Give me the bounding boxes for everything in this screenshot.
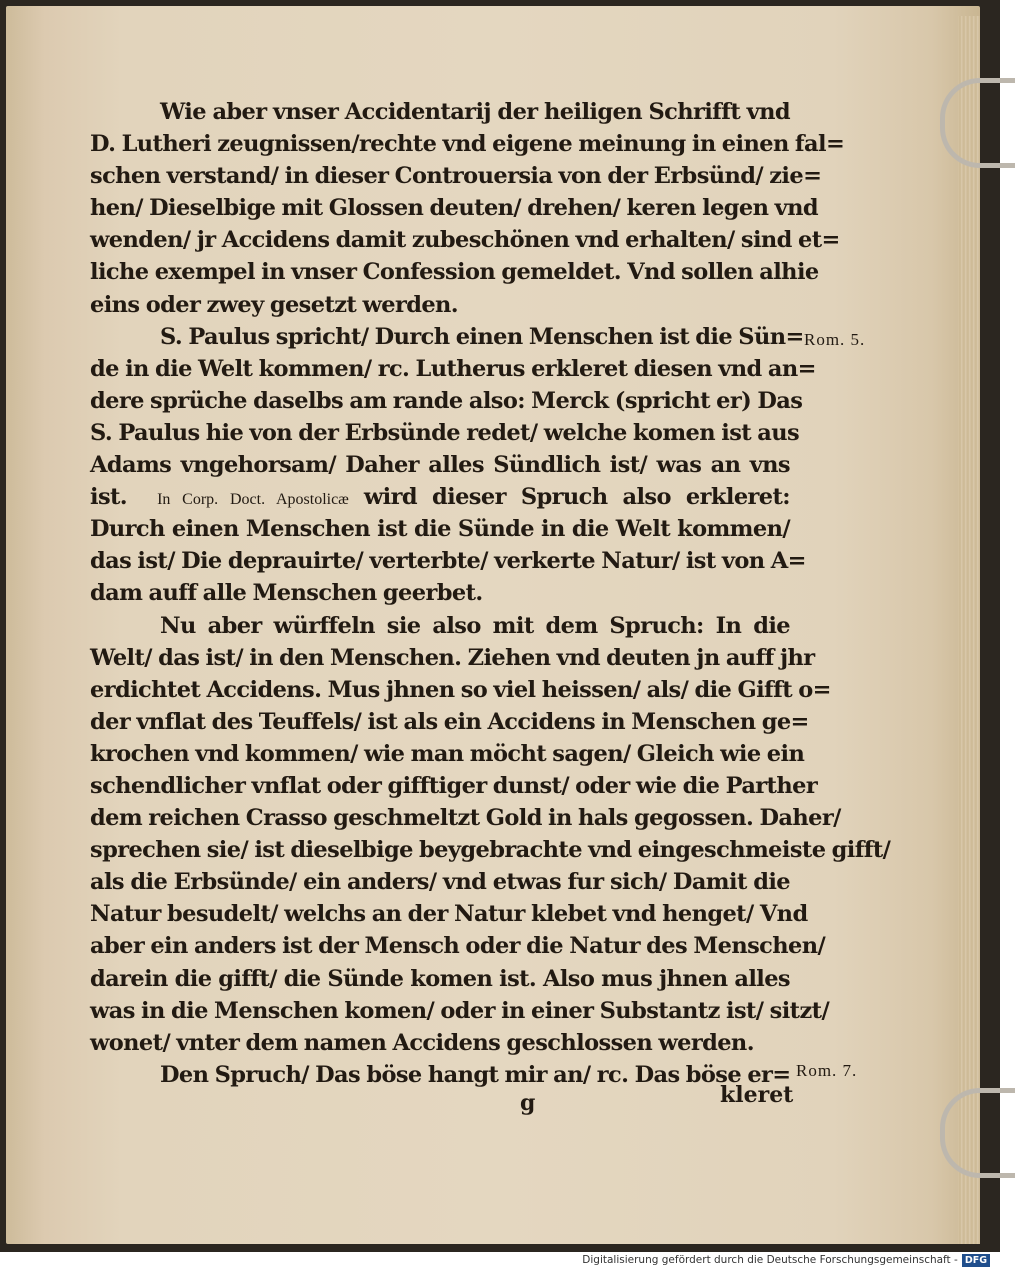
text-line: Welt/ das ist/ in den Menschen. Ziehen vnd deuten jn auff jhr — [90, 644, 815, 671]
text-line: Adams vngehorsam/ Daher alles Sündlich ist/ was an vns — [90, 452, 790, 479]
text-fragment: ist. — [90, 484, 128, 511]
text-line: eins oder zwey gesetzt werden. — [90, 291, 459, 318]
text-line: dem reichen Crasso geschmeltzt Gold in hals gegossen. Daher/ — [90, 805, 841, 832]
text-line: was in die Menschen komen/ oder in einer Substantz ist/ sitzt/ — [90, 997, 830, 1024]
text-line: Natur besudelt/ welchs an der Natur klebet vnd henget/ Vnd — [90, 901, 808, 928]
catchword: kleret — [720, 1082, 794, 1108]
text-line: dam auff alle Menschen geerbet. — [90, 580, 483, 607]
text-line: schendlicher vnflat oder gifftiger dunst/ oder wie die Parther — [90, 772, 818, 799]
footer-text: Digitalisierung gefördert durch die Deutsche Forschungsgemeinschaft - — [582, 1254, 958, 1266]
text-line: Den Spruch/ Das böse hangt mir an/ rc. Das böse er= — [160, 1061, 791, 1088]
text-line: hen/ Dieselbige mit Glossen deuten/ drehen/ keren legen vnd — [90, 195, 818, 222]
text-line: liche exempel in vnser Confession gemeldet. Vnd sollen alhie — [90, 259, 819, 286]
text-line: Wie aber vnser Accidentarij der heiligen Schrifft vnd — [160, 99, 790, 125]
text-line: de in die Welt kommen/ rc. Lutherus erkleret diesen vnd an= — [90, 355, 816, 382]
text-line-mixed — [90, 481, 790, 513]
text-line: wenden/ jr Accidens damit zubeschönen vnd erhalten/ sind et= — [90, 227, 840, 254]
dfg-logo-icon: DFG — [962, 1254, 990, 1267]
text-line: sprechen sie/ ist dieselbige beygebrachte vnd eingeschmeiste gifft/ — [90, 837, 891, 864]
latin-citation: In Corp. Doct. Apostolicæ — [157, 491, 349, 509]
text-line: erdichtet Accidens. Mus jhnen so viel heissen/ als/ die Gifft o= — [90, 676, 831, 703]
margin-note-rom-5: Rom. 5. — [804, 330, 866, 349]
digitization-footer — [582, 1252, 990, 1268]
text-line: schen verstand/ in dieser Controuersia von der Erbsünd/ zie= — [90, 163, 822, 190]
text-line: das ist/ Die deprauirte/ verterbte/ verkerte Natur/ ist von A= — [90, 548, 806, 575]
text-line: darein die gifft/ die Sünde komen ist. Also mus jhnen alles — [90, 965, 790, 992]
metal-clasp-bottom — [940, 1088, 1015, 1178]
text-line: dere sprüche daselbs am rande also: Merck (spricht er) Das — [90, 387, 803, 414]
margin-note-rom-7: Rom. 7. — [796, 1061, 858, 1080]
page-edge — [958, 16, 980, 1244]
text-line: als die Erbsünde/ ein anders/ vnd etwas fur sich/ Damit die — [90, 869, 790, 896]
metal-clasp-top — [940, 78, 1015, 168]
text-line: Durch einen Menschen ist die Sünde in die Welt kommen/ — [90, 516, 790, 543]
text-line: krochen vnd kommen/ wie man möcht sagen/ Gleich wie ein — [90, 740, 805, 767]
text-line: der vnflat des Teuffels/ ist als ein Accidens in Menschen ge= — [90, 708, 809, 735]
text-line: Nu aber würffeln sie also mit dem Spruch: In die — [160, 612, 790, 639]
text-line: S. Paulus hie von der Erbsünde redet/ welche komen ist aus — [90, 419, 800, 446]
text-line: wonet/ vnter dem namen Accidens geschlossen werden. — [90, 1029, 754, 1056]
signature-mark: g — [520, 1090, 536, 1116]
text-line: S. Paulus spricht/ Durch einen Menschen ist die Sün= — [160, 323, 804, 350]
text-line: aber ein anders ist der Mensch oder die Natur des Menschen/ — [90, 933, 826, 960]
text-fragment: wird dieser Spruch also erkleret: — [363, 484, 791, 511]
text-line: D. Lutheri zeugnissen/rechte vnd eigene meinung in einen fal= — [90, 131, 845, 158]
